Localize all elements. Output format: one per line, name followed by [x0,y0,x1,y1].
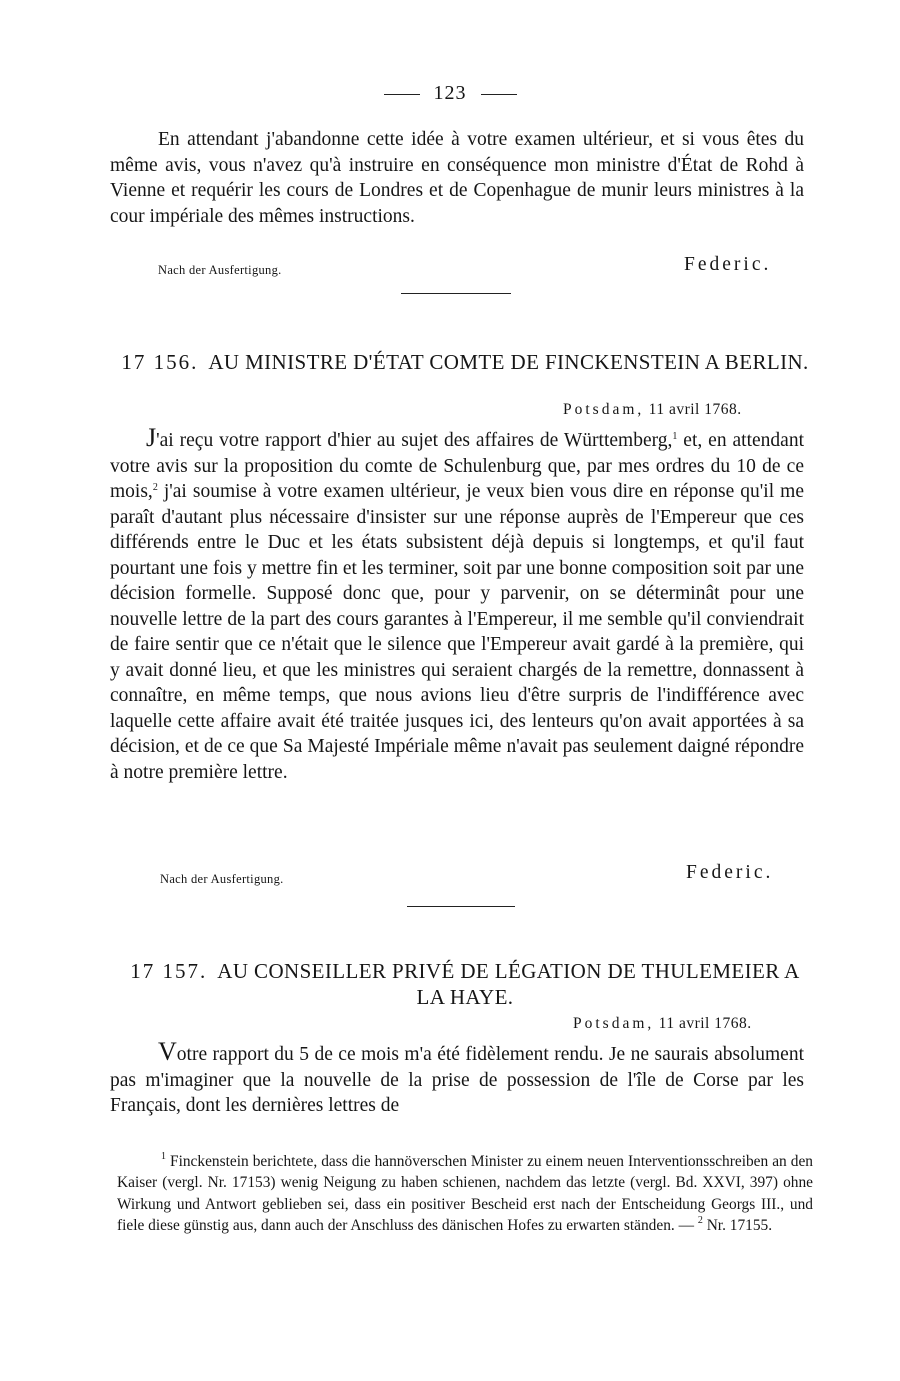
dateline-place: Potsdam, [563,401,645,418]
dateline-place: Potsdam, [573,1015,655,1032]
dateline [573,1015,752,1033]
footnote-marker-1: 1 [161,1151,166,1162]
dropcap: V [158,1037,177,1066]
footnotes [117,1151,813,1237]
source-note: Nach der Ausfertigung. [158,263,282,277]
page-number [0,82,900,105]
signature: Federic. [686,862,774,883]
page-number-dash-left [384,94,420,95]
section-divider [407,906,515,907]
dateline [563,401,742,419]
continuation-paragraph: En attendant j'abandonne cette idée à votre examen ultérieur, et si vous êtes du même avis, vous n'avez qu'à instruire en conséquence mon ministre d'État de Rohd à Vienne et requérir les cours de Londres et de Copenhague de munir leurs ministres à la cour impériale des mêmes instructions. [110,129,804,227]
footnote-ref-2: 2 [152,482,158,493]
letter-title: AU MINISTRE D'ÉTAT COMTE DE FINCKENSTEIN A BERLIN. [208,350,809,374]
letter-body-text: 'ai reçu votre rapport d'hier au sujet des affaires de Württemberg, [156,430,673,451]
letter-number: 17 156. [121,350,199,374]
source-note: Nach der Ausfertigung. [160,872,284,886]
letter-body [110,423,805,785]
page-number-dash-right [481,94,517,95]
letter-continuation-text [110,127,804,229]
letter-heading [120,958,810,1010]
page-number-value: 123 [433,82,467,104]
footnote-marker-2: 2 [697,1215,703,1227]
letter-body-text: otre rapport du 5 de ce mois m'a été fidèlement rendu. Je ne saurais absolument pas m'imaginer que la nouvelle de la prise de possession de l'île de Corse par les Français, dont les dernières lettres de [110,1044,804,1116]
dateline-date: 11 avril 1768. [648,401,742,418]
dropcap: J [146,423,157,452]
letter-body-text: et, en attendant votre avis sur la proposition du comte de Schulenburg que, par mes ordres du 10 de ce mois, [110,430,804,502]
dateline-date: 11 avril 1768. [658,1015,752,1032]
footnote-ref-1: 1 [672,431,678,442]
letter-title: AU CONSEILLER PRIVÉ DE LÉGATION DE THULEMEIER A LA HAYE. [217,959,800,1009]
letter-body-text: j'ai soumise à votre examen ultérieur, je veux bien vous dire en réponse qu'il me paraît d'autant plus nécessaire d'insister sur une réponse auprès de l'Empereur que ces différends entre le Duc et les états subsistent déjà depuis si longtemps, et qu'il faut pourtant une fois y mettre fin et les terminer, soit par une bonne composition soit par une décision formelle. Supposé donc que, pour y parvenir, on se déterminât pour une nouvelle lettre de la part des cours garantes à l'Empereur, il me semble qu'il conviendrait de faire sentir que ce n'était que le silence que l'Empereur avait gardé à la première, qui y avait donné lieu, et que les ministres qui seraient chargés de la remettre, donnassent à connaître, en même temps, que nous avions lieu d'être surpris de l'indifférence avec laquelle cette affaire avait été traitée jusques ici, des lenteurs qu'on avait apportées à sa décision, et de ce que Sa Majesté Impériale même n'avait pas seulement daigné répondre à notre première lettre. [110,481,805,783]
section-divider [401,293,511,294]
footnote-text: Finckenstein berichtete, dass die hannöverschen Minister zu einem neuen Interventionsschreiben an den Kaiser (vergl. Nr. 17153) wenig Neigung zu haben schienen, nachdem das letzte (vergl. Bd. XXVI, 397) ohne Wirkung und Antwort geblieben sei, dass ein positiver Bescheid erst nach der Entscheidung Georgs III., und fiele diese günstig aus, dann auch der Anschluss des dänischen Hofes zu erwarten ständen. — [117,1153,813,1235]
letter-body [110,1037,804,1119]
letter-number: 17 157. [130,959,208,983]
footnote-text: Nr. 17155. [702,1217,773,1235]
signature: Federic. [684,254,772,275]
letter-heading [120,349,810,375]
